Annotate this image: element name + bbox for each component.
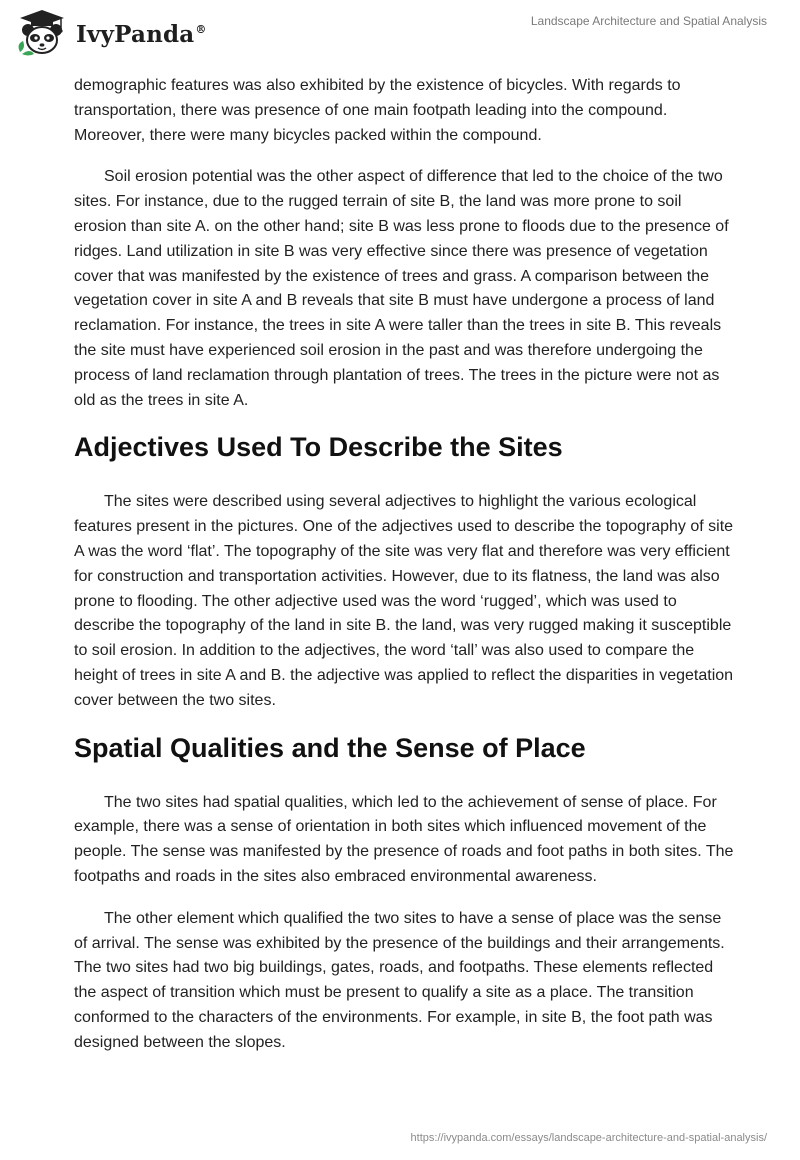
logo-wordmark (76, 21, 207, 48)
heading-adjectives: Adjectives Used To Describe the Sites (74, 432, 563, 463)
panda-logo-icon (14, 8, 70, 58)
registered-mark: ® (195, 22, 207, 36)
logo-name: IvyPanda (76, 20, 195, 48)
page-header (0, 0, 800, 70)
ivypanda-logo[interactable] (14, 8, 207, 58)
essay-body (74, 74, 734, 1073)
paragraph-orientation: The two sites had spatial qualities, which led to the achievement of sense of place. For example, there was a sense of orientation in both sites which influenced movement of the people. The sense was manifested by the presence of roads and foot paths in both sites. The footpaths and roads in the sites also embraced environmental awareness. (74, 793, 734, 885)
document-title: Landscape Architecture and Spatial Analysis (530, 14, 767, 28)
source-url[interactable]: https://ivypanda.com/essays/landscape-architecture-and-spatial-analysis/ (410, 1132, 767, 1144)
paragraph-arrival: The other element which qualified the two sites to have a sense of place was the sense of arrival. The sense was exhibited by the presence of the buildings and their arrangements. The two sites had two big buildings, gates, roads, and footpaths. These elements reflected the aspect of transition which must be present to qualify a site as a place. The transition conformed to the characters of the environments. For example, in site B, the foot path was designed between the slopes. (74, 909, 725, 1051)
paragraph-continued: demographic features was also exhibited by the existence of bicycles. With regards to transportation, there was presence of one main footpath leading into the compound. Moreover, there were many bicycles packed within the compound. (74, 77, 681, 144)
paragraph-adjectives: The sites were described using several adjectives to highlight the various ecological features present in the pictures. One of the adjectives used to describe the topography of site A was the word ‘flat’. The topography of the site was very flat and therefore was very efficient for construction and transportation activities. However, due to its flatness, the land was also prone to flooding. The other adjective used was the word ‘rugged’, which was used to describe the topography of the land in site B. the land, was very rugged making it susceptible to soil erosion. In addition to the adjectives, the word ‘tall’ was also used to compare the height of trees in site A and B. the adjective was applied to reflect the disparities in vegetation cover between the two sites. (74, 493, 734, 709)
heading-spatial-qualities: Spatial Qualities and the Sense of Place (74, 732, 586, 763)
paragraph-soil-erosion: Soil erosion potential was the other aspect of difference that led to the choice of the two sites. For instance, due to the rugged terrain of site B, the land was more prone to soil erosion than site A. on the other hand; site B was less prone to floods due to the presence of ridges. Land utilization in site B was very effective since there was presence of vegetation cover that was manifested by the existence of trees and grass. A comparison between the vegetation cover in site A and B reveals that site B must have undergone a process of land reclamation. For instance, the trees in site A were taller than the trees in site B. This reveals the site must have experienced soil erosion in the past and was therefore undergoing the process of land reclamation through plantation of trees. The trees in the picture were not as old as the trees in site A. (74, 168, 729, 409)
